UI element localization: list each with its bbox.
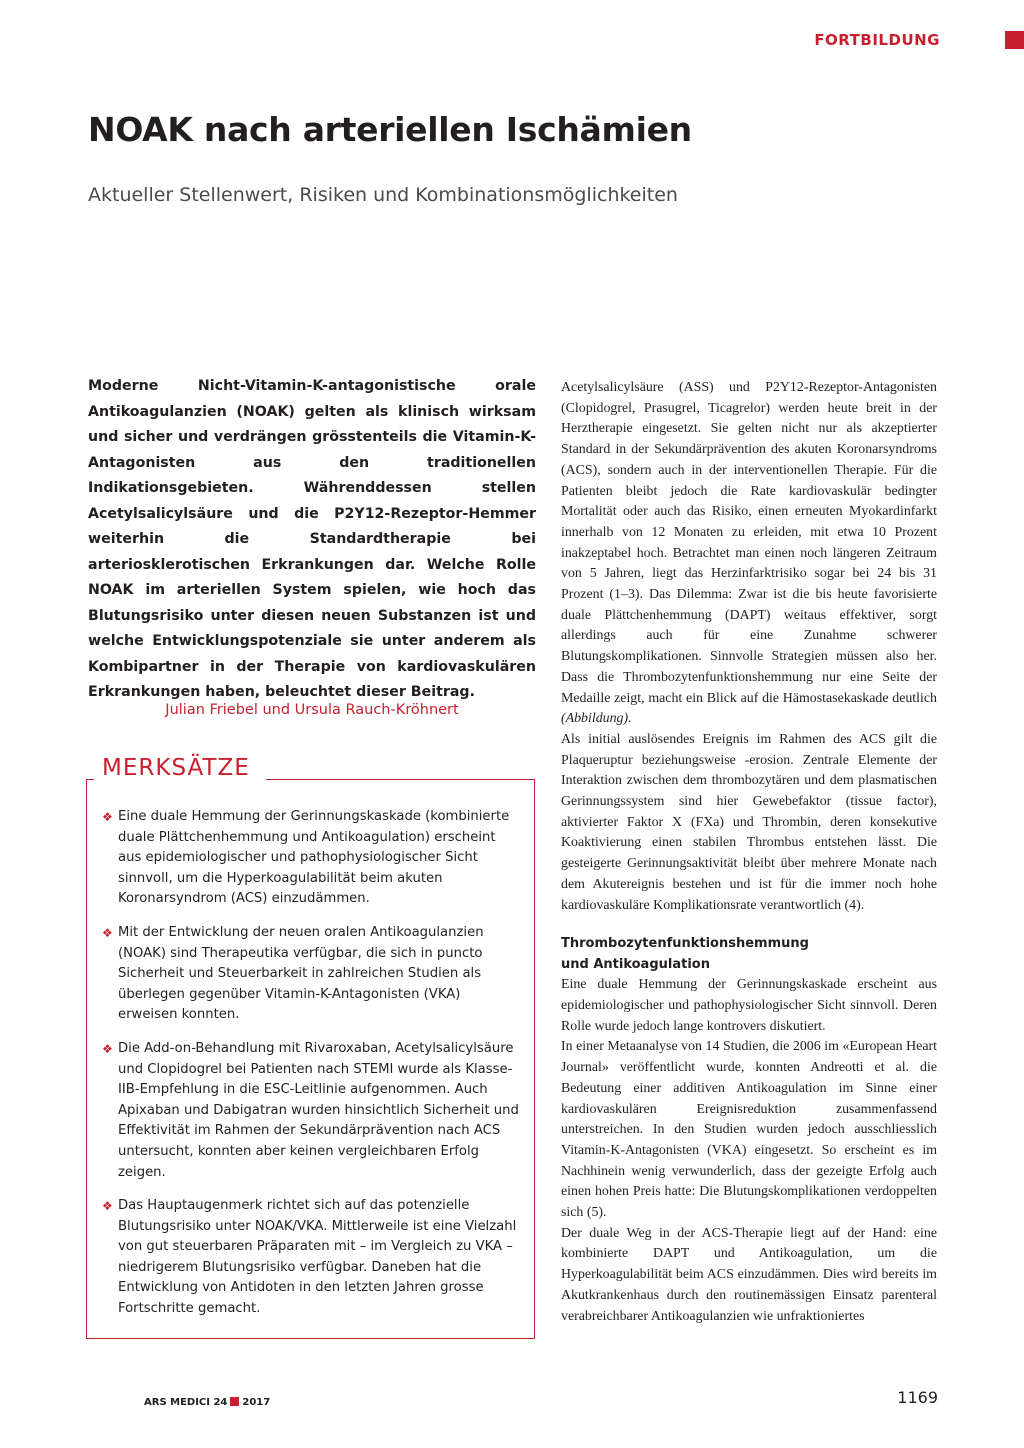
section-label: FORTBILDUNG (814, 31, 940, 49)
body-paragraph: In einer Metaanalyse von 14 Studien, die 2006 im «European Heart Journal» veröffentlicht wurde, konnten Andreotti et al. die Bedeutung einer additiven Antikoagulation im Sinne einer kardiovaskulären Ereignisreduktion zusammenfassend unterstreichen. In den Studien wurden jedoch ausschliesslich Vitamin-K-Antagonisten (VKA) eingesetzt. So erscheint es im Nachhinein wenig verwunderlich, dass der gezeigte Erfolg auch einen hohen Preis hatte: Die Blutungskomplikationen verdoppelten sich (5). (561, 1039, 937, 1221)
merksaetze-heading: MERKSÄTZE (102, 755, 250, 781)
body-paragraph: Als initial auslösendes Ereignis im Rahmen des ACS gilt die Plaqueruptur beziehungsweise -erosion. Zentrale Elemente der Interaktion zwischen dem thrombozytären und dem plasmatischen Gerinnungssystem sind hier Gewebefaktor (tissue factor), aktivierter Faktor X (FXa) und Thrombin, deren konsekutive Koaktivierung einen stabilen Thrombus entstehen lässt. Die gesteigerte Gerinnungsaktivität bleibt über mehrere Monate nach dem Akutereignis bestehen und ist für die immer noch hohe kardiovaskuläre Komplikationsrate verantwortlich (4). (561, 731, 937, 913)
merksaetze-item (102, 807, 522, 910)
body-paragraph: Der duale Weg in der ACS-Therapie liegt auf der Hand: eine kombinierte DAPT und Antikoagulation, um die Hyperkoagulabilität beim ACS einzudämmen. Dies wird bereits im Akutkrankenhaus durch den routinemässigen Einsatz parenteral verabreichbarer Antikoagulanzien wie unfraktioniertes (561, 1225, 937, 1324)
footer-journal-name: ARS MEDICI 24 (144, 1397, 228, 1408)
merksaetze-item-text: Die Add-on-Behandlung mit Rivaroxaban, Acetylsalicylsäure und Clopidogrel bei Patienten nach STEMI wurde als Klasse-IIB-Empfehlung in die ESC-Leitlinie aufgenommen. Auch Apixaban und Dabigatran wurden hinsichtlich Sicherheit und Effektivität im Rahmen der Sekundärprävention nach ACS untersucht, konnten aber keinen vergleichbaren Erfolg zeigen. (118, 1040, 519, 1180)
merksaetze-list (102, 807, 522, 1333)
footer-square-icon (230, 1397, 239, 1406)
subheading-line: Thrombozytenfunktionshemmung (561, 936, 809, 952)
merksaetze-item-text: Eine duale Hemmung der Gerinnungskaskade (kombinierte duale Plättchenhemmung und Antikoagulation) erscheint aus epidemiologischer und pathophysiologischer Sicht sinnvoll, um die Hyperkoagulabilität beim akuten Koronarsyndrom (ACS) einzudämmen. (118, 809, 510, 907)
article-lead: Moderne Nicht-Vitamin-K-antagonistische orale Antikoagulanzien (NOAK) gelten als klinisch wirksam und sicher und verdrängen grösstenteils die Vitamin-K-Antagonisten aus den traditionellen Indikationsgebieten. Währenddessen stellen Acetylsalicylsäure und die P2Y12-Rezeptor-Hemmer weiterhin die Standardtherapie bei arteriosklerotischen Erkrankungen dar. Welche Rolle NOAK im arteriellen System spielen, wie hoch das Blutungsrisiko unter diesen neuen Substanzen ist und welche Entwicklungspotenziale sie unter anderem als Kombipartner in der Therapie von kardiovaskulären Erkrankungen haben, beleuchtet dieser Beitrag. (88, 378, 536, 700)
diamond-bullet-icon: ❖ (102, 925, 113, 940)
diamond-bullet-icon: ❖ (102, 1199, 113, 1214)
body-paragraph: Eine duale Hemmung der Gerinnungskaskade erscheint aus epidemiologischer und pathophysiologischer Sicht sinnvoll. Deren Rolle wurde jedoch lange kontrovers diskutiert. (561, 977, 937, 1034)
figure-reference: (Abbildung). (561, 711, 632, 727)
diamond-bullet-icon: ❖ (102, 1041, 113, 1056)
merksaetze-item-text: Das Hauptaugenmerk richtet sich auf das potenzielle Blutungsrisiko unter NOAK/VKA. Mittlerweile ist eine Vielzahl von gut steuerbaren Präparaten mit – im Vergleich zu VKA – niedrigerem Blutungsrisiko verfügbar. Daneben hat die Entwicklung von Antidoten in den letzten Jahren grosse Fortschritte gemacht. (118, 1198, 517, 1317)
body-column (561, 378, 937, 1327)
merksaetze-item-text: Mit der Entwicklung der neuen oralen Antikoagulanzien (NOAK) sind Therapeutika verfügbar, die sich in puncto Sicherheit und Steuerbarkeit in zahlreichen Studien als überlegen gegenüber Vitamin-K-Antagonisten (VKA) erweisen konnten. (118, 924, 484, 1023)
merksaetze-rule-left (86, 779, 94, 780)
page-number: 1169 (897, 1388, 938, 1407)
merksaetze-item (102, 1039, 522, 1183)
diamond-bullet-icon: ❖ (102, 810, 113, 824)
footer-journal (144, 1397, 270, 1408)
merksaetze-item (102, 1196, 522, 1320)
article-title: NOAK nach arteriellen Ischämien (88, 110, 692, 149)
article-subtitle: Aktueller Stellenwert, Risiken und Kombinationsmöglichkeiten (88, 184, 678, 206)
section-marker-square (1005, 31, 1024, 49)
merksaetze-item (102, 923, 522, 1026)
body-paragraph-text: Acetylsalicylsäure (ASS) und P2Y12-Rezeptor-Antagonisten (Clopidogrel, Prasugrel, Ticagrelor) werden heute breit in der Herztherapie eingesetzt. Sie gelten nicht nur als akzeptierter Standard in der Sekundärprävention des akuten Koronarsyndroms (ACS), sondern auch in der interventionellen Therapie. Für die Patienten bleibt jedoch die Rate kardiovaskulär bedingter Mortalität oder auch das Risiko, einen erneuten Myokardinfarkt innerhalb von 12 Monaten zu erleiden, mit etwa 10 Prozent inakzeptabel hoch. Betrachtet man einen noch längeren Zeitraum von 5 Jahren, liegt das Herzinfarktrisiko sogar bei 24 bis 31 Prozent (1–3). Das Dilemma: Zwar ist die bis heute favorisierte duale Plättchenhemmung (DAPT) weitaus effektiver, sorgt allerdings auch für eine Zunahme schwerer Blutungskomplikationen. Sinnvolle Strategien müssen also her. Dass die Thrombozytenfunktionshemmung nur eine Seite der Medaille zeigt, macht ein Blick auf die Hämostasekaskade deutlich (561, 380, 937, 706)
subheading-line: und Antikoagulation (561, 956, 710, 972)
section-subheading (561, 934, 937, 975)
footer-year: 2017 (242, 1397, 271, 1408)
merksaetze-rule-right (266, 779, 535, 780)
article-authors: Julian Friebel und Ursula Rauch-Kröhnert (165, 702, 459, 718)
body-paragraph (561, 378, 937, 730)
